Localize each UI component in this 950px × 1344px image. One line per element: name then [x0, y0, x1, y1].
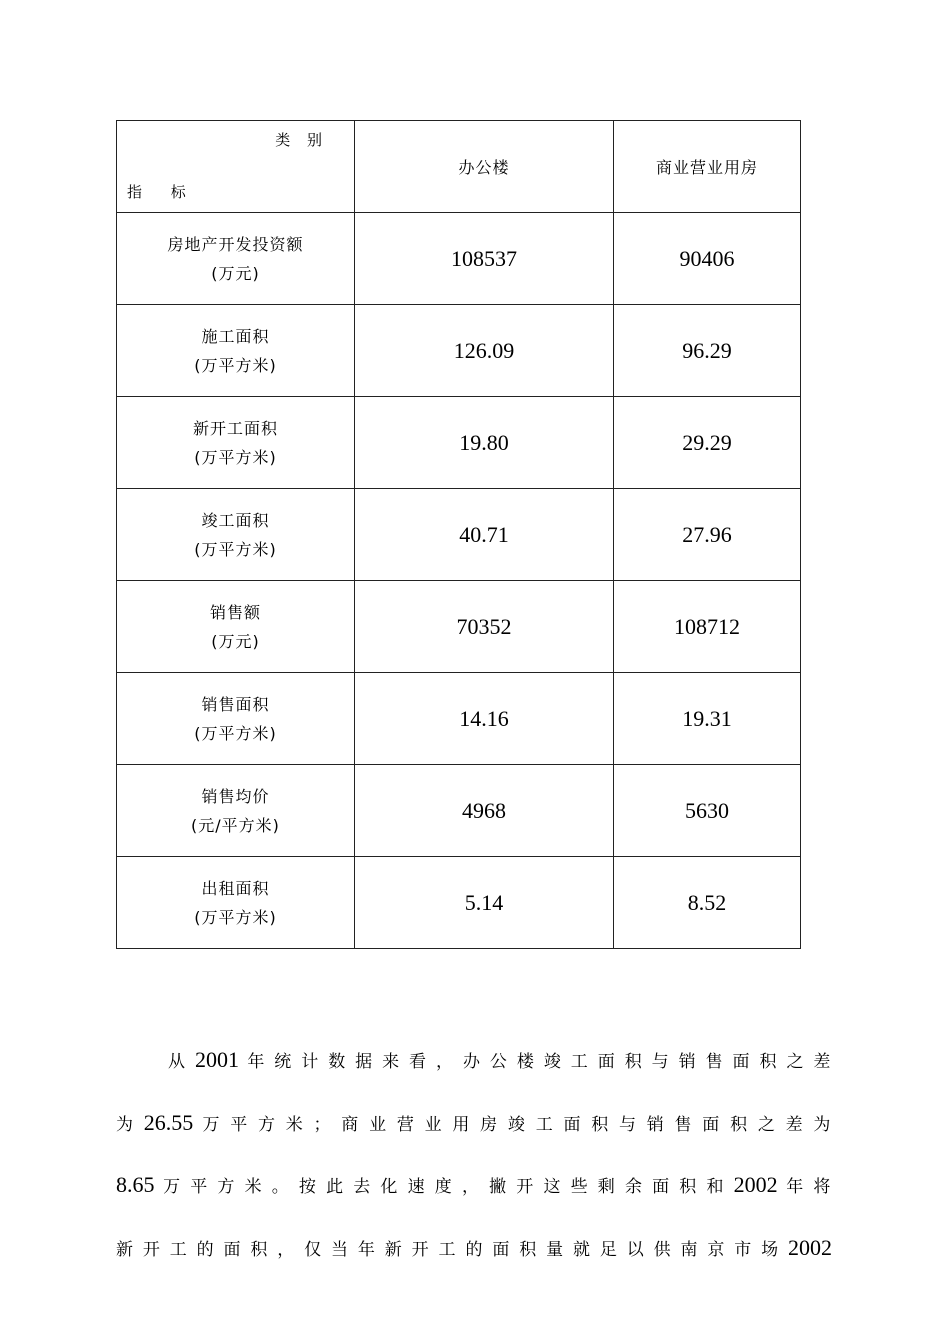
table-row: [117, 673, 801, 765]
text-run: 新开工的面积，仅当年新开工的面积量就足以供南京市场: [116, 1239, 788, 1260]
table-row: [117, 765, 801, 857]
commercial-value: 29.29: [614, 397, 801, 489]
row-label: [117, 765, 355, 857]
commercial-value: 90406: [614, 213, 801, 305]
category-label: 类 别: [275, 131, 328, 149]
office-value: 40.71: [355, 489, 614, 581]
column-header-commercial: 商业营业用房: [614, 121, 801, 213]
indicator-label: 指 标: [127, 183, 198, 201]
year-number: 2002: [733, 1172, 778, 1197]
text-run: 年将: [777, 1177, 832, 1197]
row-unit: (万平方米): [194, 355, 277, 375]
row-label: [117, 305, 355, 397]
office-value: 126.09: [355, 305, 614, 397]
row-label: [117, 581, 355, 673]
commercial-value: 8.52: [614, 857, 801, 949]
commercial-value: 96.29: [614, 305, 801, 397]
row-name: 出租面积: [201, 878, 270, 898]
office-value: 19.80: [355, 397, 614, 489]
row-unit: (万平方米): [194, 539, 277, 559]
table-row: [117, 397, 801, 489]
office-value: 108537: [355, 213, 614, 305]
row-name: 销售面积: [201, 694, 270, 714]
office-value: 5.14: [355, 857, 614, 949]
row-name: 销售均价: [201, 786, 270, 806]
text-run: 万平方米；商业营业用房竣工面积与销售面积之差为: [193, 1114, 832, 1135]
year-number: 2001: [194, 1047, 239, 1072]
text-run: 为: [116, 1114, 144, 1135]
row-label: [117, 489, 355, 581]
text-run: 万平方米。按此去化速度，撇开这些剩余面积和: [154, 1177, 734, 1197]
office-value: 70352: [355, 581, 614, 673]
row-label: [117, 673, 355, 765]
row-name: 销售额: [209, 602, 261, 622]
row-label: [117, 397, 355, 489]
row-name: 房地产开发投资额: [167, 234, 304, 254]
diagonal-header-cell: [117, 121, 355, 213]
row-unit: (元/平方米): [191, 815, 280, 835]
table-row: [117, 489, 801, 581]
number-value: 8.65: [116, 1172, 155, 1197]
real-estate-table: [116, 120, 801, 949]
table-row: [117, 213, 801, 305]
commercial-value: 5630: [614, 765, 801, 857]
paragraph-line: [116, 1030, 832, 1093]
commercial-value: 27.96: [614, 489, 801, 581]
column-header-office: 办公楼: [355, 121, 614, 213]
row-unit: (万元): [211, 631, 260, 651]
paragraph-line: [116, 1218, 832, 1281]
row-label: [117, 857, 355, 949]
table-row: [117, 305, 801, 397]
year-number: 2002: [788, 1234, 832, 1260]
paragraph-line: [116, 1155, 832, 1218]
row-unit: (万元): [211, 263, 260, 283]
text-run: 年统计数据来看，办公楼竣工面积与销售面积之差: [238, 1052, 832, 1072]
row-unit: (万平方米): [194, 907, 277, 927]
row-label: [117, 213, 355, 305]
commercial-value: 19.31: [614, 673, 801, 765]
commercial-value: 108712: [614, 581, 801, 673]
table-row: [117, 581, 801, 673]
row-name: 新开工面积: [192, 418, 278, 438]
text-run: 从: [168, 1052, 195, 1072]
office-value: 14.16: [355, 673, 614, 765]
paragraph-line: [116, 1093, 832, 1156]
row-unit: (万平方米): [194, 447, 277, 467]
body-paragraph: [116, 1030, 832, 1280]
row-unit: (万平方米): [194, 723, 277, 743]
row-name: 竣工面积: [201, 510, 270, 530]
table-header-row: [117, 121, 801, 213]
table-row: [117, 857, 801, 949]
office-value: 4968: [355, 765, 614, 857]
row-name: 施工面积: [201, 326, 270, 346]
number-value: 26.55: [143, 1109, 194, 1135]
